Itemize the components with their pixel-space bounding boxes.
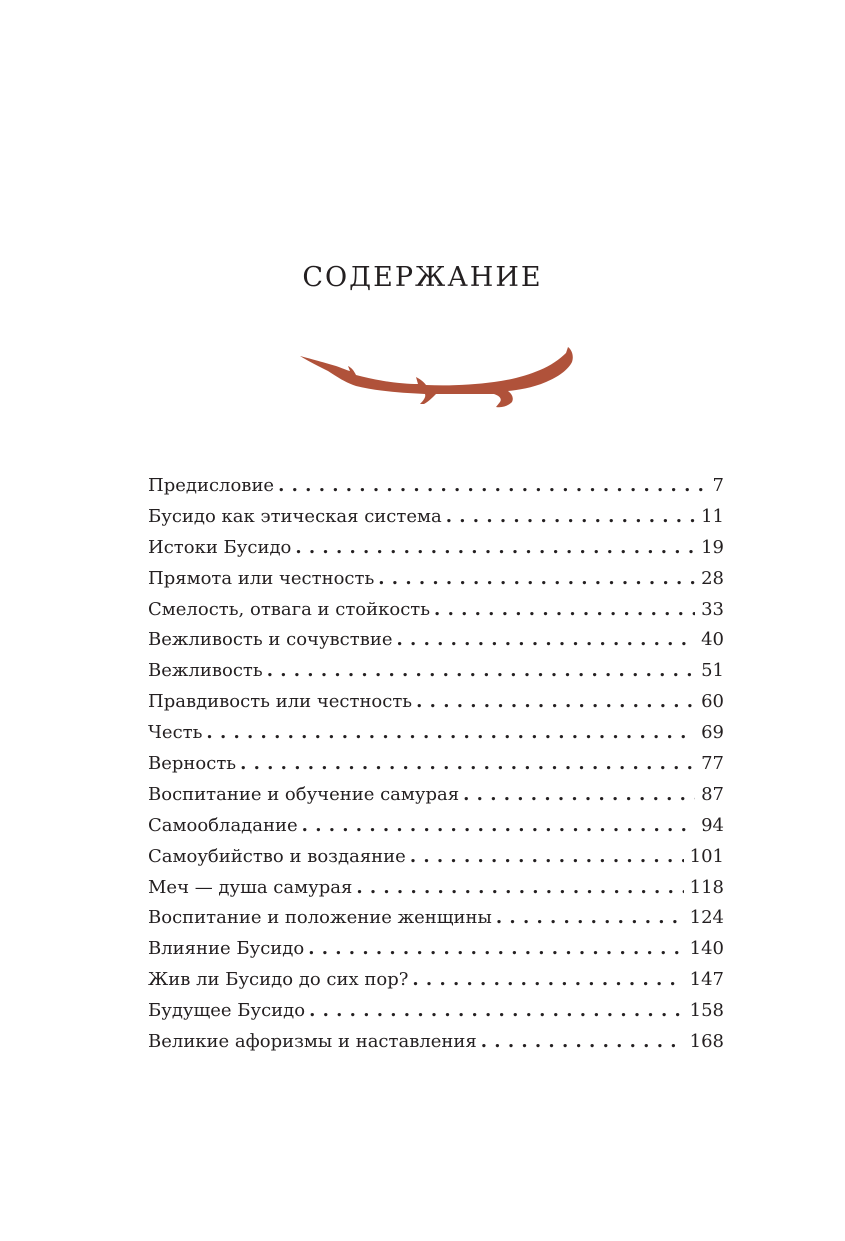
toc-entry-page-number: 69 [701, 722, 724, 744]
toc-entry-title: Воспитание и положение женщины [148, 907, 492, 929]
toc-entry[interactable] [148, 1027, 724, 1058]
toc-entry-title: Самоубийство и воздаяние [148, 845, 406, 867]
toc-entry-page-number: 60 [701, 691, 724, 713]
dot-leader [410, 842, 684, 873]
dot-leader [206, 718, 695, 749]
toc-entry-page-number: 158 [689, 1000, 724, 1022]
toc-entry[interactable] [148, 873, 724, 904]
toc-entry[interactable] [148, 595, 724, 626]
toc-entry-title: Предисловие [148, 475, 275, 496]
dot-leader [481, 1027, 684, 1058]
toc-entry-title: Правдивость или честность [148, 691, 413, 713]
toc-entry[interactable] [148, 842, 724, 873]
toc-entry[interactable] [148, 749, 724, 780]
toc-entry-page-number: 124 [689, 907, 724, 929]
toc-entry-title: Прямота или честность [148, 567, 375, 589]
toc-entry-title: Смелость, отвага и стойкость [148, 598, 431, 620]
dot-leader [463, 780, 695, 811]
toc-entry-page-number: 101 [689, 845, 724, 867]
toc-entry-page-number: 168 [689, 1031, 724, 1053]
dot-leader [308, 934, 683, 965]
toc-entry-title: Воспитание и обучение самурая [148, 783, 460, 805]
table-of-contents [148, 471, 724, 1058]
toc-entry-title: Честь [148, 722, 203, 744]
dot-leader [446, 502, 695, 533]
toc-entry[interactable] [148, 502, 724, 533]
toc-entry-title: Вежливость [148, 660, 263, 682]
toc-entry[interactable] [148, 625, 724, 656]
dot-leader [378, 564, 695, 595]
toc-entry-page-number: 11 [701, 505, 724, 527]
dot-leader [412, 965, 683, 996]
toc-entry-title: Влияние Бусидо [148, 938, 305, 960]
toc-entry-page-number: 87 [701, 783, 724, 805]
toc-entry[interactable] [148, 903, 724, 934]
toc-entry-page-number: 140 [689, 938, 724, 960]
dot-leader [496, 903, 684, 934]
toc-entry-title: Самообладание [148, 814, 298, 836]
toc-entry-page-number: 51 [701, 660, 724, 682]
toc-entry-title: Великие афоризмы и наставления [148, 1031, 477, 1053]
toc-entry[interactable] [148, 965, 724, 996]
toc-entry-page-number: 7 [712, 475, 724, 496]
dot-leader [356, 873, 683, 904]
dot-leader [434, 595, 695, 626]
toc-entry[interactable] [148, 471, 724, 502]
toc-entry[interactable] [148, 687, 724, 718]
toc-entry-page-number: 28 [701, 567, 724, 589]
toc-entry[interactable] [148, 656, 724, 687]
toc-entry[interactable] [148, 564, 724, 595]
toc-entry[interactable] [148, 934, 724, 965]
toc-entry-page-number: 40 [701, 629, 724, 651]
toc-entry-title: Вежливость и сочувствие [148, 629, 393, 651]
dot-leader [397, 625, 696, 656]
toc-entry-page-number: 94 [701, 814, 724, 836]
dot-leader [278, 471, 706, 502]
dot-leader [267, 656, 695, 687]
toc-entry[interactable] [148, 718, 724, 749]
toc-entry-page-number: 33 [701, 598, 724, 620]
toc-entry-title: Истоки Бусидо [148, 536, 292, 558]
toc-entry[interactable] [148, 780, 724, 811]
toc-entry[interactable] [148, 533, 724, 564]
page-title: СОДЕРЖАНИЕ [302, 262, 543, 293]
toc-entry[interactable] [148, 996, 724, 1027]
toc-entry-page-number: 77 [701, 753, 724, 775]
dot-leader [302, 811, 695, 842]
toc-entry-title: Меч — душа самурая [148, 876, 353, 898]
dot-leader [309, 996, 684, 1027]
toc-entry-page-number: 19 [701, 536, 724, 558]
toc-entry-title: Верность [148, 753, 237, 775]
toc-entry[interactable] [148, 811, 724, 842]
toc-entry-page-number: 118 [689, 876, 724, 898]
branch-ornament-icon [298, 344, 578, 410]
dot-leader [416, 687, 695, 718]
toc-entry-title: Будущее Бусидо [148, 1000, 306, 1022]
toc-entry-title: Жив ли Бусидо до сих пор? [148, 969, 409, 991]
dot-leader [240, 749, 695, 780]
toc-entry-title: Бусидо как этическая система [148, 505, 442, 527]
dot-leader [295, 533, 695, 564]
toc-entry-page-number: 147 [689, 969, 724, 991]
